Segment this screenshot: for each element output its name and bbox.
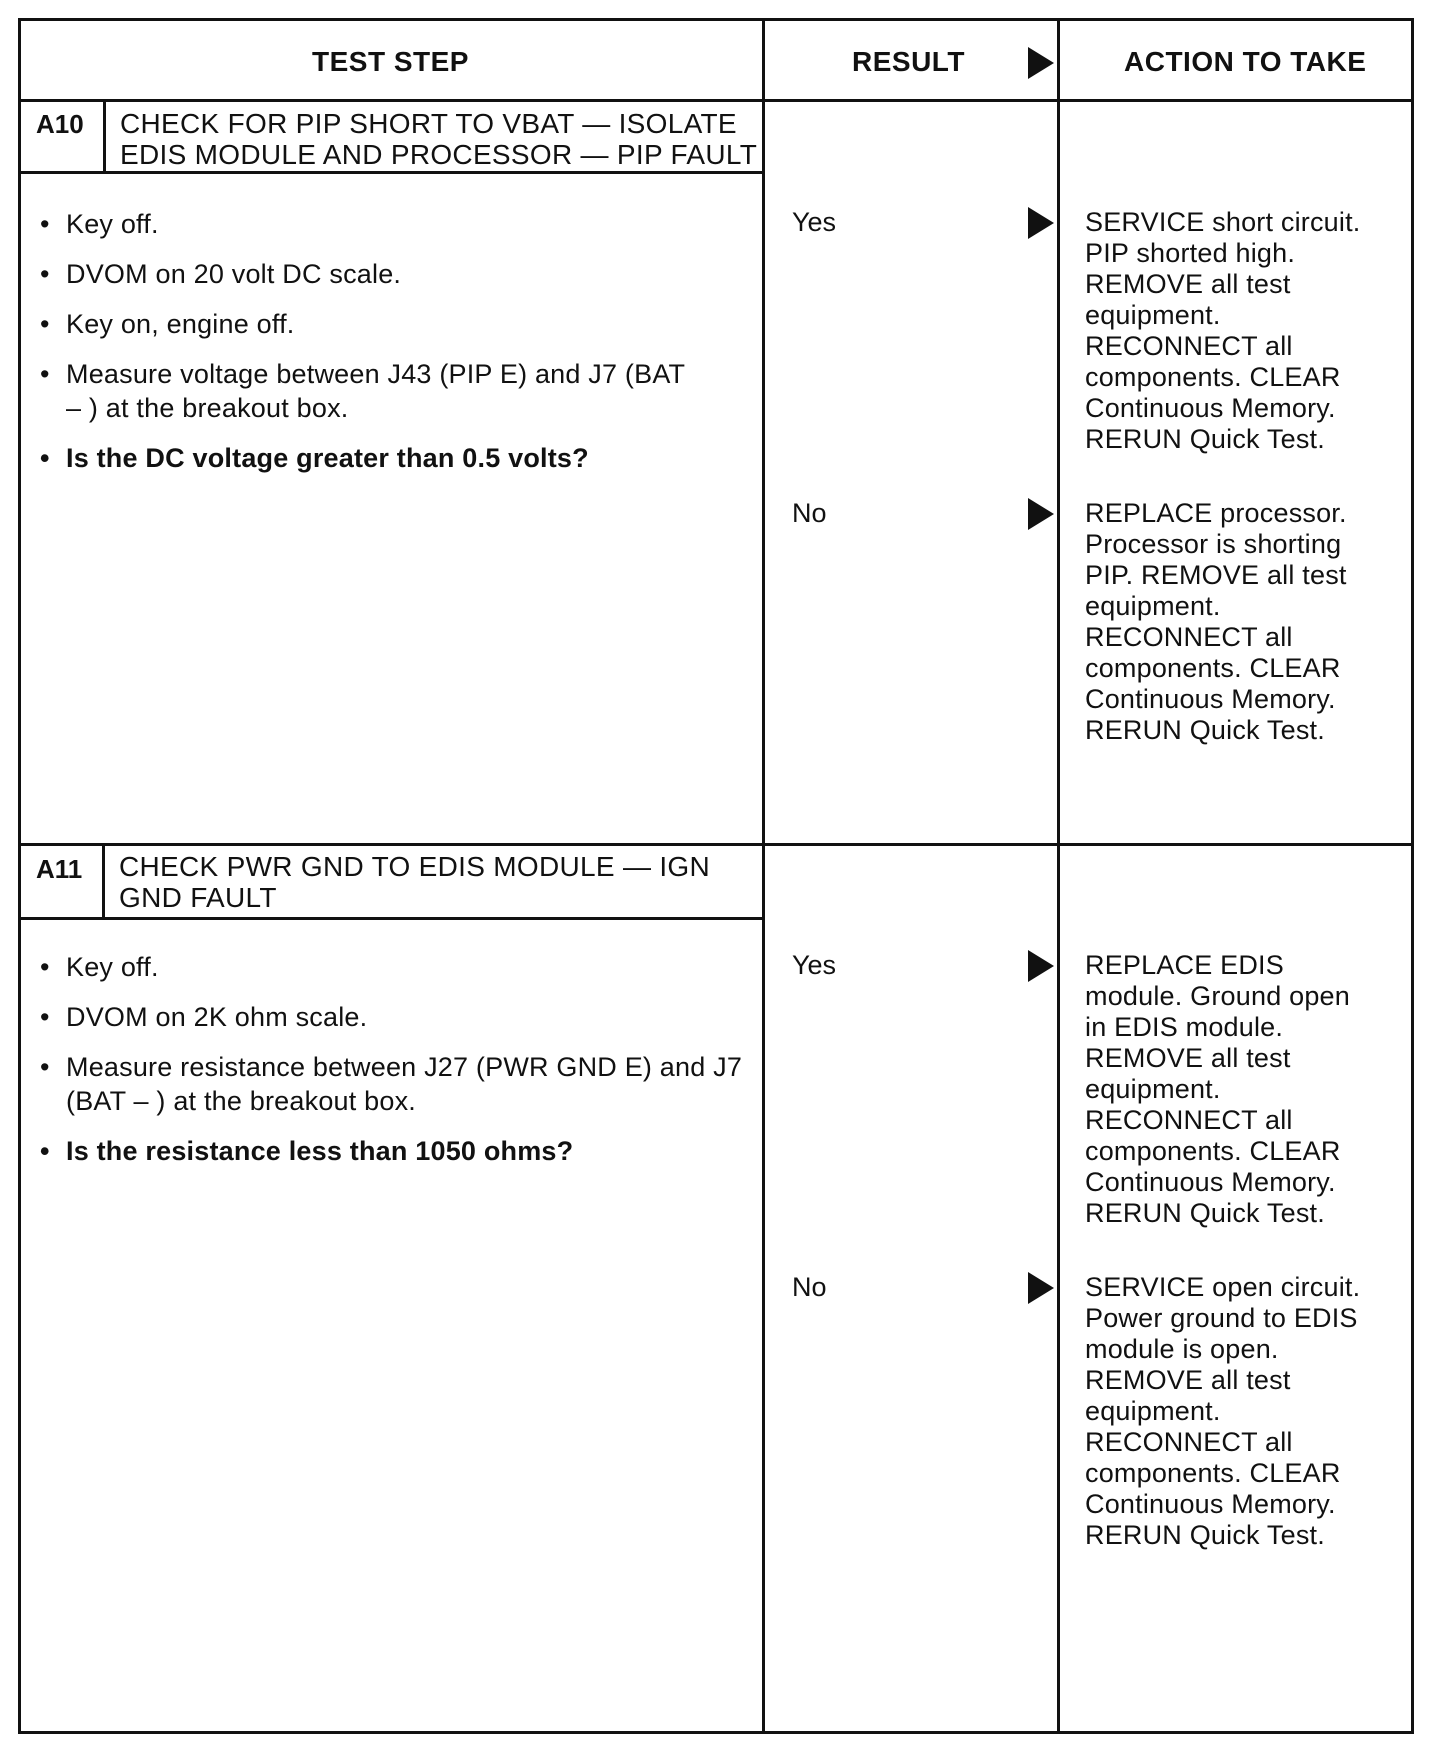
a10-id-divider (103, 99, 106, 173)
header-result: RESULT (852, 46, 965, 77)
header-action: ACTION TO TAKE (1124, 46, 1367, 77)
action-yes-a10: SERVICE short circuit. PIP shorted high. REMOVE all test equipment. RECONNECT all components. CLEAR Continuous Memory. RERUN Quick Test. (1085, 207, 1361, 454)
result-no-a11: No (792, 1272, 827, 1302)
step-divider (18, 843, 1414, 846)
action-no-a11: SERVICE open circuit. Power ground to EDIS module is open. REMOVE all test equipment. RECONNECT all components. CLEAR Continuous Memory. RERUN Quick Test. (1085, 1272, 1361, 1550)
action-yes-a11: REPLACE EDIS module. Ground open in EDIS module. REMOVE all test equipment. RECONNECT all components. CLEAR Continuous Memory. RERUN Quick Test. (1085, 950, 1350, 1228)
result-arrow-icon (1028, 1272, 1054, 1304)
column-divider-action (1057, 18, 1060, 1734)
a11-id-divider (102, 845, 105, 919)
result-no-a10: No (792, 498, 827, 528)
step-title-a11: CHECK PWR GND TO EDIS MODULE — IGN GND FAULT (119, 851, 711, 913)
result-arrow-icon (1028, 498, 1054, 530)
step-question: • Is the resistance less than 1050 ohms? (40, 1134, 740, 1168)
header-rule (18, 99, 1414, 102)
step-id-a11: A11 (36, 854, 83, 884)
list-item: • Measure resistance between J27 (PWR GND E) and J7 (BAT – ) at the breakout box. (40, 1050, 746, 1118)
list-item: • Key off. (40, 207, 740, 241)
list-item: • Measure voltage between J43 (PIP E) and J7 (BAT – ) at the breakout box. (40, 357, 706, 425)
result-yes-a11: Yes (792, 950, 837, 980)
step-items-a10 (40, 207, 740, 491)
header-arrow-icon (1028, 47, 1054, 79)
result-yes-a10: Yes (792, 207, 837, 237)
step-title-a10: CHECK FOR PIP SHORT TO VBAT — ISOLATE EDIS MODULE AND PROCESSOR — PIP FAULT (120, 108, 758, 170)
list-item: • DVOM on 2K ohm scale. (40, 1000, 740, 1034)
column-divider-result (762, 18, 765, 1734)
result-arrow-icon (1028, 950, 1054, 982)
action-no-a10: REPLACE processor. Processor is shorting PIP. REMOVE all test equipment. RECONNECT all components. CLEAR Continuous Memory. RERUN Quick Test. (1085, 498, 1347, 745)
a11-title-rule (18, 917, 763, 920)
list-item: • DVOM on 20 volt DC scale. (40, 257, 740, 291)
a10-title-rule (18, 171, 763, 174)
step-id-a10: A10 (36, 109, 84, 139)
list-item: • Key off. (40, 950, 740, 984)
result-arrow-icon (1028, 207, 1054, 239)
list-item: • Key on, engine off. (40, 307, 740, 341)
step-items-a11 (40, 950, 743, 1184)
step-question: • Is the DC voltage greater than 0.5 volts? (40, 441, 740, 475)
header-test-step: TEST STEP (312, 46, 469, 77)
